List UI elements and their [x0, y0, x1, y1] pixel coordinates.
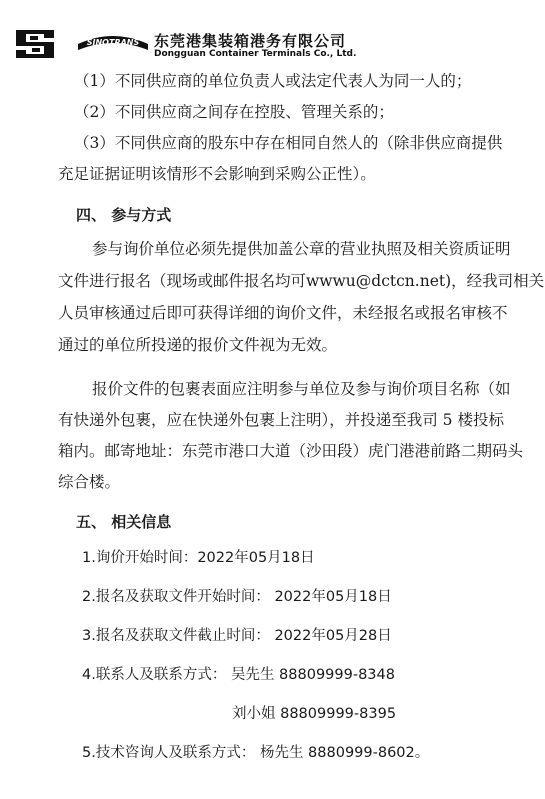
info-item-5: 5.技术咨询人及联系方式： 杨先生 8880999-8602。	[82, 745, 430, 761]
info-item-4-second-contact: 刘小姐 88809999-8395	[232, 706, 397, 722]
info-item-4: 4.联系人及联系方式： 吴先生 88809999-8348	[82, 667, 395, 683]
info-item-3: 3.报名及获取文件截止时间： 2022年05月28日	[82, 628, 392, 644]
section-4-para-1-line-1: 参与询价单位必须先提供加盖公章的营业执照及相关资质证明	[92, 240, 511, 258]
condition-2: （2）不同供应商之间存在控股、管理关系的；	[74, 103, 394, 121]
condition-1: （1）不同供应商的单位负责人或法定代表人为同一人的；	[74, 72, 472, 90]
section-4-para-1-line-4: 通过的单位所投递的报价文件视为无效。	[58, 336, 338, 354]
section-4-para-2-line-2: 有快递外包裹，应在快递外包裹上注明），并投递至我司 5 楼投标	[58, 411, 504, 429]
company-name-cn: 东莞港集装箱港务有限公司	[154, 32, 347, 50]
company-name-en: Dongguan Container Terminals Co., Ltd.	[154, 49, 357, 59]
brand-badge-label: SINOTRANS	[86, 38, 140, 47]
section-4-heading: 四、 参与方式	[76, 206, 172, 224]
info-item-2: 2.报名及获取文件开始时间： 2022年05月18日	[82, 589, 392, 605]
section-5-heading: 五、 相关信息	[76, 513, 172, 531]
condition-3: （3）不同供应商的股东中存在相同自然人的（除非供应商提供	[74, 134, 503, 152]
section-4-para-1-line-2: 文件进行报名（现场或邮件报名均可wwwu@dctcn.net)，经我司相关	[58, 272, 545, 290]
info-item-1: 1.询价开始时间：2022年05月18日	[82, 550, 315, 566]
section-4-para-1-line-3: 人员审核通过后即可获得详细的询价文件，未经报名或报名审核不	[58, 304, 508, 322]
condition-3-continued: 充足证据证明该情形不会影响到采购公正性）。	[58, 165, 376, 183]
section-4-para-2-line-1: 报价文件的包裹表面应注明参与单位及参与询价项目名称（如	[92, 380, 511, 398]
section-4-para-2-line-3: 箱内。邮寄地址：东莞市港口大道（沙田段）虎门港港前路二期码头	[58, 442, 524, 460]
section-4-para-2-line-4: 综合楼。	[58, 473, 121, 491]
